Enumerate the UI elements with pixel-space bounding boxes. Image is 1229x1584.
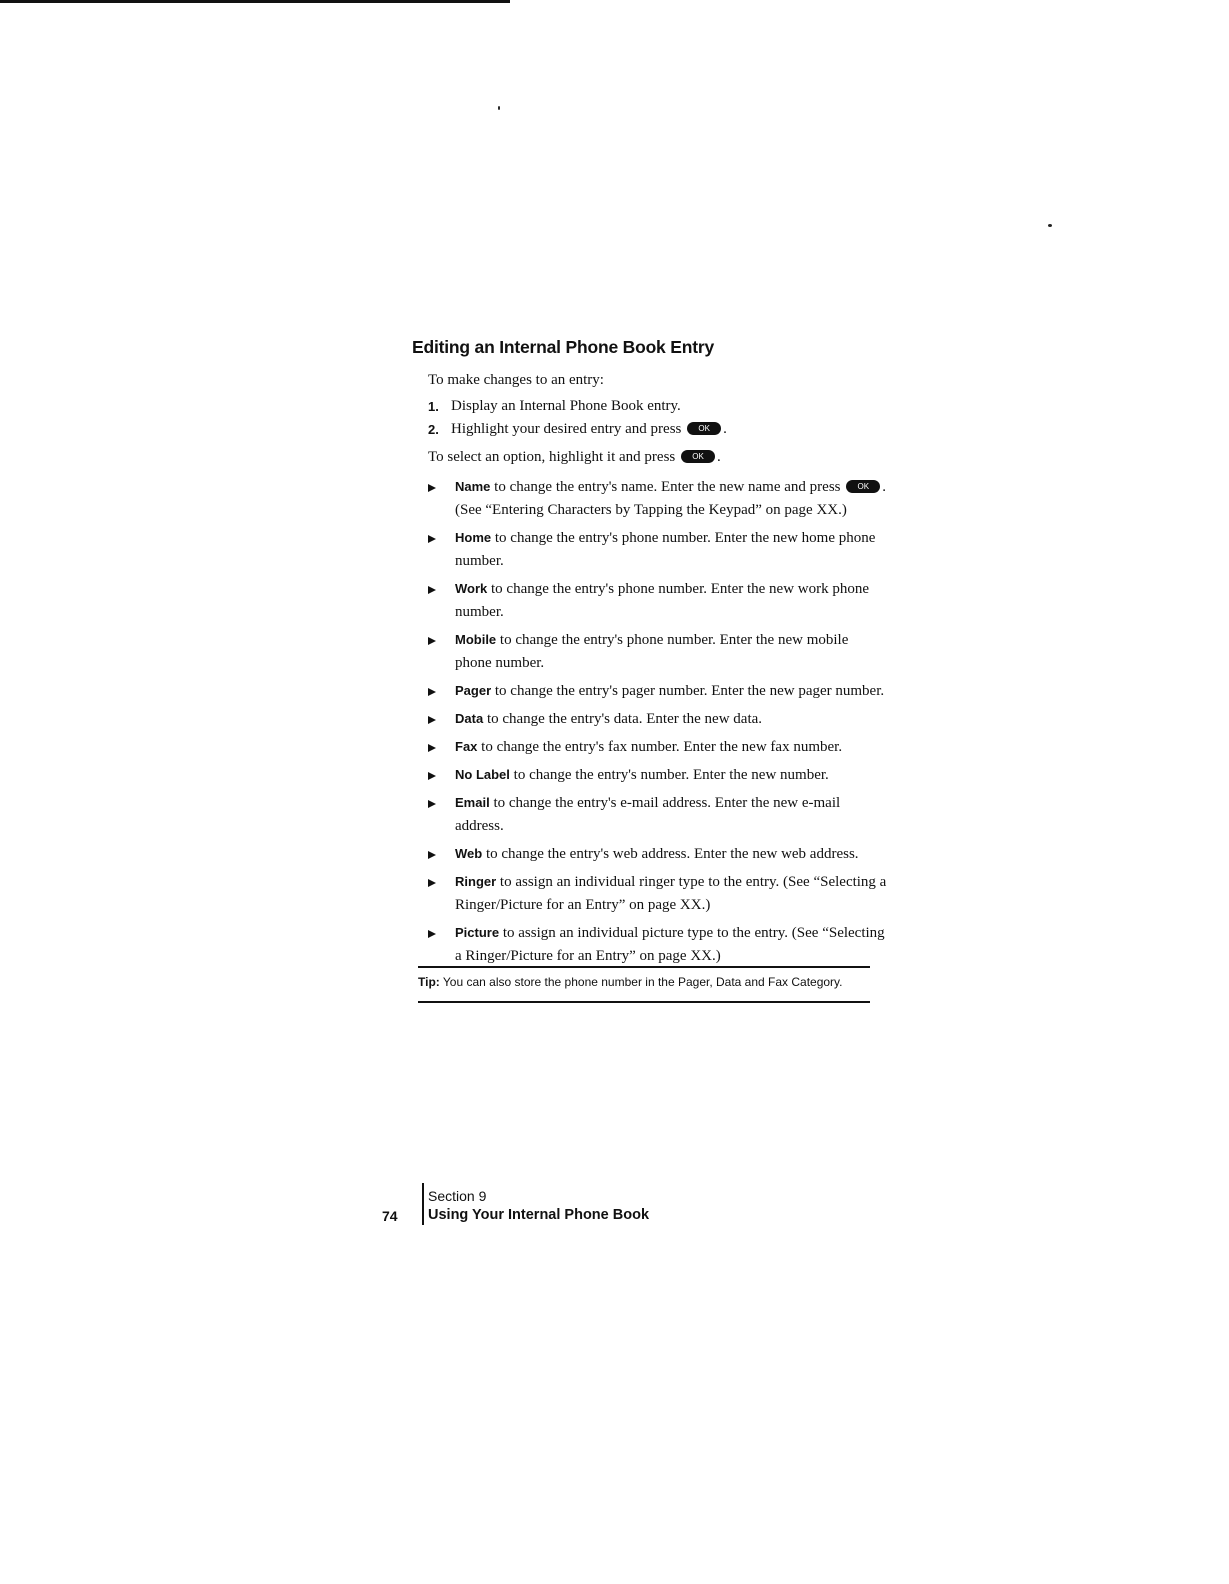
triangle-bullet-icon: [428, 484, 436, 492]
list-item: [428, 921, 888, 968]
tip-label: Tip:: [418, 975, 440, 989]
list-item: [428, 735, 888, 759]
option-term: Email: [455, 795, 490, 810]
option-term: No Label: [455, 767, 510, 782]
triangle-bullet-icon: [428, 716, 436, 724]
step-text: Display an Internal Phone Book entry.: [451, 398, 681, 414]
list-item: [428, 707, 888, 731]
ok-key-icon: OK: [681, 450, 715, 463]
tip-text: You can also store the phone number in the Pager, Data and Fax Category.: [442, 975, 843, 989]
option-text: to assign an individual ringer type to the entry. (See “Selecting a Ringer/Picture for an Entry” on page XX.): [455, 874, 887, 913]
option-term: Ringer: [455, 874, 497, 889]
options-intro-text: To select an option, highlight it and press: [428, 449, 676, 465]
list-item: [428, 763, 888, 787]
section-title: Using Your Internal Phone Book: [428, 1207, 650, 1223]
list-item: [428, 791, 888, 838]
list-item: [428, 475, 888, 522]
triangle-bullet-icon: [428, 851, 436, 859]
list-item: [428, 526, 888, 573]
triangle-bullet-icon: [428, 688, 436, 696]
option-term: Web: [455, 846, 483, 861]
top-rule: [0, 0, 510, 3]
option-term: Work: [455, 581, 488, 596]
triangle-bullet-icon: [428, 879, 436, 887]
triangle-bullet-icon: [428, 535, 436, 543]
triangle-bullet-icon: [428, 930, 436, 938]
intro-text: To make changes to an entry:: [428, 372, 604, 388]
triangle-bullet-icon: [428, 744, 436, 752]
triangle-bullet-icon: [428, 637, 436, 645]
body-text: [428, 369, 888, 972]
step-2: [428, 418, 888, 441]
scan-speck: [498, 106, 500, 110]
option-text: to assign an individual picture type to the entry. (See “Selecting a Ringer/Picture for an Entry” on page XX.): [455, 925, 885, 964]
option-text: to change the entry's pager number. Enter the new pager number.: [494, 683, 885, 699]
step-text-end: .: [723, 421, 727, 437]
option-text: to change the entry's fax number. Enter the new fax number.: [481, 739, 843, 755]
option-term: Fax: [455, 739, 478, 754]
options-list: [428, 475, 888, 968]
section-label: Section 9: [428, 1188, 487, 1204]
option-term: Name: [455, 479, 491, 494]
step-number: 2.: [428, 422, 439, 437]
option-text: to change the entry's web address. Enter the new web address.: [485, 846, 859, 862]
list-item: [428, 842, 888, 866]
option-term: Pager: [455, 683, 492, 698]
step-number: 1.: [428, 399, 439, 414]
step-text: Highlight your desired entry and press: [451, 421, 682, 437]
option-text: to change the entry's name. Enter the new name and press: [494, 479, 841, 495]
option-text: to change the entry's phone number. Enter the new home phone number.: [455, 530, 876, 569]
page-number: 74: [382, 1208, 398, 1224]
option-term: Home: [455, 530, 492, 545]
option-text: to change the entry's data. Enter the new data.: [486, 711, 763, 727]
option-text: to change the entry's phone number. Enter the new work phone number.: [455, 581, 870, 620]
option-text: to change the entry's number. Enter the new number.: [513, 767, 829, 783]
scan-speck: [1048, 224, 1052, 227]
triangle-bullet-icon: [428, 772, 436, 780]
page-title: Editing an Internal Phone Book Entry: [412, 337, 714, 357]
list-item: [428, 870, 888, 917]
footer-divider: [422, 1183, 424, 1225]
tip-box: [418, 966, 870, 1003]
list-item: [428, 577, 888, 624]
options-intro-end: .: [717, 449, 721, 465]
options-intro: [428, 446, 888, 469]
option-text-end: . (See “Entering Characters by Tapping the Keypad” on page XX.): [455, 479, 886, 518]
step-1: [428, 395, 888, 418]
triangle-bullet-icon: [428, 586, 436, 594]
triangle-bullet-icon: [428, 800, 436, 808]
list-item: [428, 679, 888, 703]
option-term: Picture: [455, 925, 500, 940]
option-text: to change the entry's e-mail address. Enter the new e-mail address.: [455, 795, 841, 834]
option-term: Data: [455, 711, 484, 726]
ok-key-icon: OK: [687, 422, 721, 435]
option-term: Mobile: [455, 632, 497, 647]
ok-key-icon: OK: [846, 480, 880, 493]
list-item: [428, 628, 888, 675]
option-text: to change the entry's phone number. Enter the new mobile phone number.: [455, 632, 849, 671]
